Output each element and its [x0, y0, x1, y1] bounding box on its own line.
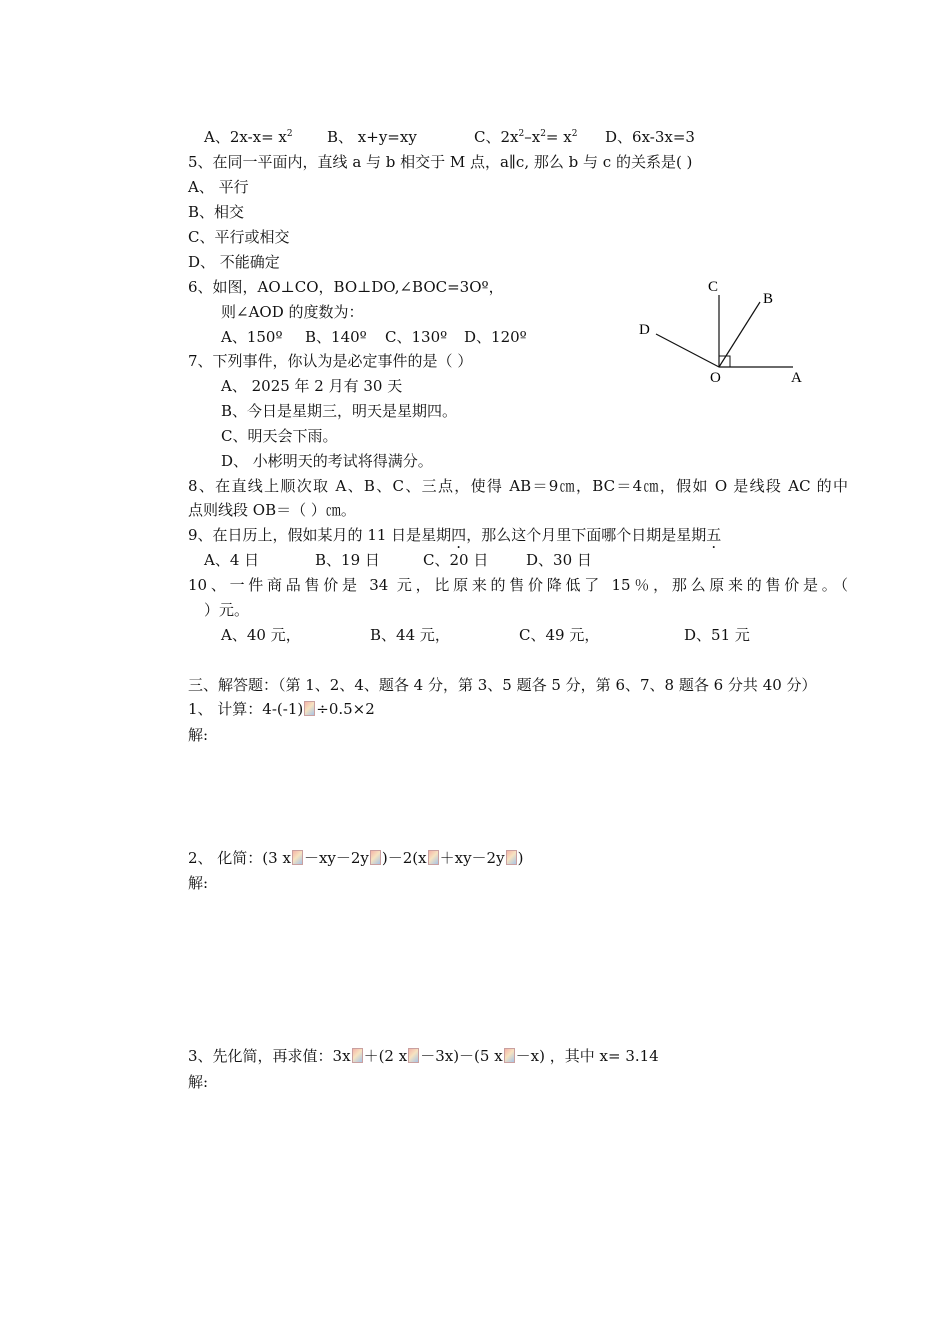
q10-option: C、49 元， [519, 626, 600, 644]
q4-option-c: C、$2x^2-x^2= x^2$ [474, 128, 578, 146]
q6-stem: 6、如图，AO⊥CO，BO⊥DO,∠BOC=3Oº， [188, 278, 504, 296]
q7-stem: 7、下列事件，你认为是必定事件的是（ ） [188, 352, 473, 370]
label-d: D [639, 322, 650, 338]
formula-image [370, 850, 381, 865]
q6-option: A、150º [221, 328, 283, 346]
label-a: A [791, 370, 802, 386]
q6-sub: 则∠AOD 的度数为： [221, 303, 364, 321]
q5-stem: 5、在同一平面内，直线 a 与 b 相交于 M 点，a∥c, 那么 b 与 c 的关系是( ) [188, 153, 693, 171]
q5-option: D、 不能确定 [188, 253, 280, 271]
q7-option: B、今日是星期三，明天是星期四。 [221, 402, 458, 420]
q8-line1: 8、在直线上顺次取 A、B、C、三点，使得 AB＝9㎝，BC＝4㎝，假如 O 是线段 AC 的中 [188, 477, 848, 495]
q9-stem: 9、在日历上，假如某月的 11 日是星期四，那么这个月里下面哪个日期是星期五 [188, 526, 722, 544]
q9-option: D、30 日 [526, 551, 592, 569]
problem-2: 2、 化简：(3 x －xy－2y )－2(x ＋xy－2y ) [188, 849, 524, 867]
q9-option: B、19 日 [315, 551, 380, 569]
label-o: O [710, 370, 721, 386]
q9-option: A、4 日 [204, 551, 260, 569]
q8-line2: 点则线段 OB＝（ ）㎝。 [188, 501, 356, 519]
q6-option: B、140º [305, 328, 367, 346]
q5-option: B、相交 [188, 203, 245, 221]
problem-3-answer: 解: [188, 1073, 209, 1091]
q7-option: C、明天会下雨。 [221, 427, 338, 445]
formula-image [504, 1048, 515, 1063]
q10-option: D、51 元 [684, 626, 750, 644]
q4-option-d: D、6x-3x=3 [605, 128, 695, 146]
section3-heading: 三、解答题：（第 1、2、4、题各 4 分，第 3、5 题各 5 分，第 6、7、8 题各 6 分共 40 分） [188, 676, 817, 694]
q7-option: A、 2025 年 2 月有 30 天 [221, 377, 403, 395]
formula-image [304, 701, 315, 716]
q10-line1: 10、一件商品售价是 34 元，比原来的售价降低了 15％，那么原来的售价是。（ [188, 576, 848, 594]
ray-od [656, 334, 719, 367]
q6-option: D、120º [464, 328, 527, 346]
problem-3: 3、先化简，再求值：3x ＋(2 x －3x)－(5 x －x) ，其中 x= 3.14 [188, 1047, 659, 1065]
problem-1-answer: 解: [188, 726, 209, 744]
label-b: B [763, 291, 774, 307]
q6-option: C、130º [385, 328, 448, 346]
q4-option-b: B、 x+y=xy [327, 128, 417, 146]
ray-ob [719, 302, 760, 367]
q10-option: B、44 元， [370, 626, 450, 644]
q10-option: A、40 元， [221, 626, 301, 644]
formula-image [506, 850, 517, 865]
q5-option: A、 平行 [188, 178, 249, 196]
q10-line2: ）元。 [204, 601, 250, 619]
q9-option: C、20 日 [423, 551, 489, 569]
formula-image [292, 850, 303, 865]
q4-option-a: A、$2x-x= x^2$ [204, 128, 293, 146]
q5-option: C、平行或相交 [188, 228, 290, 246]
formula-image [352, 1048, 363, 1063]
problem-2-answer: 解: [188, 874, 209, 892]
formula-image [428, 850, 439, 865]
problem-1: 1、 计算：4-(-1) ÷0.5×2 [188, 700, 375, 718]
formula-image [408, 1048, 419, 1063]
label-c: C [708, 279, 719, 295]
q7-option: D、 小彬明天的考试将得满分。 [221, 452, 433, 470]
angle-figure [630, 270, 820, 395]
